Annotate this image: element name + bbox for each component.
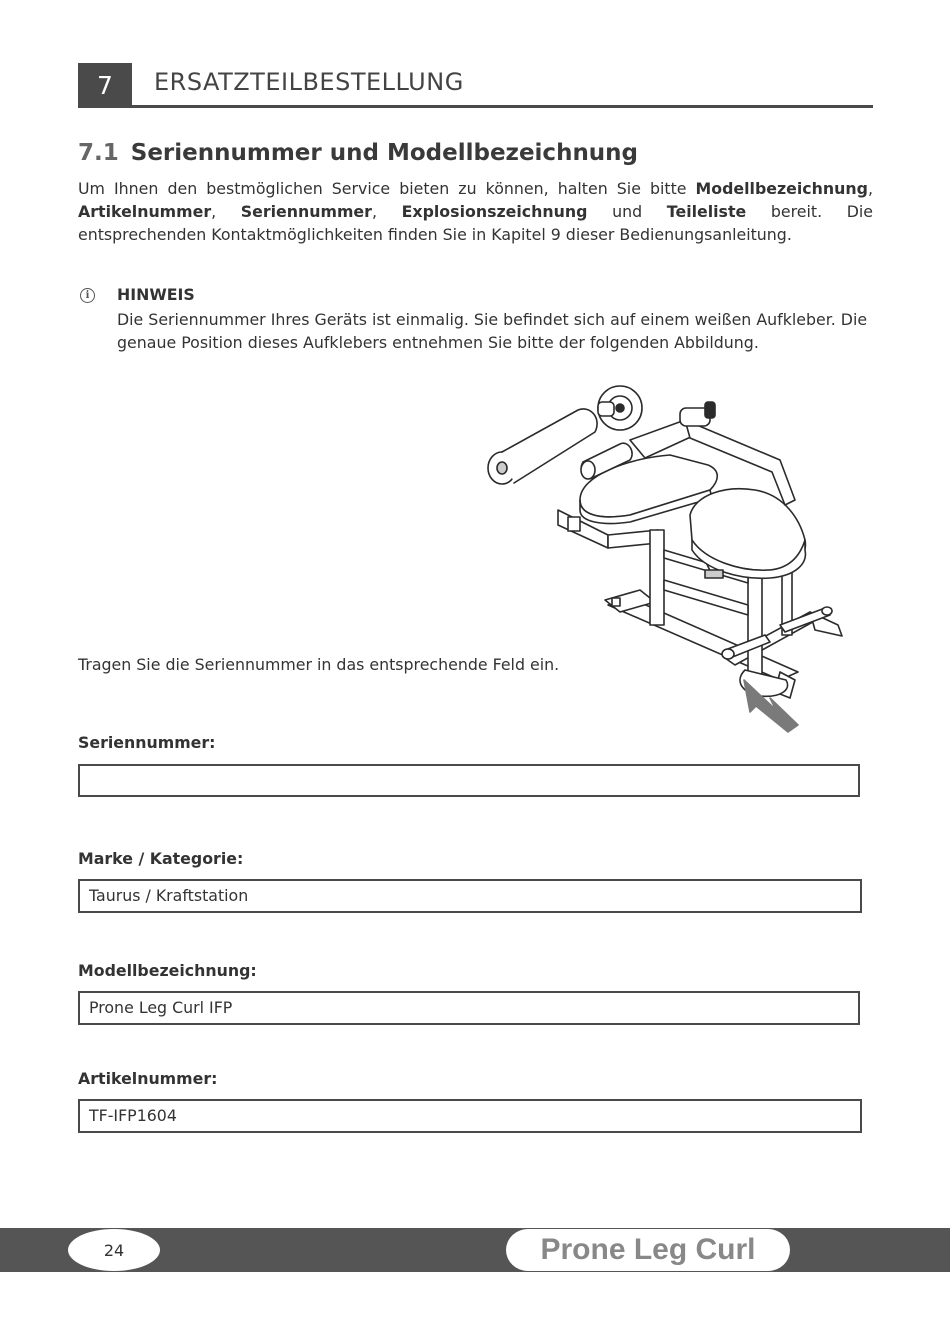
- section-heading: [78, 140, 638, 166]
- article-label: Artikelnummer:: [78, 1069, 218, 1088]
- model-label: Modellbezeichnung:: [78, 961, 257, 980]
- intro-bold-partslist: Teileliste: [666, 202, 747, 221]
- page-number: [68, 1229, 160, 1271]
- intro-bold-serial: Seriennummer: [240, 202, 372, 221]
- intro-bold-article: Artikelnummer: [78, 202, 212, 221]
- chapter-title: ERSATZTEILBESTELLUNG: [154, 68, 464, 96]
- product-name-text: Prone Leg Curl: [540, 1233, 756, 1266]
- info-icon: i: [80, 288, 95, 303]
- section-title: Seriennummer und Modellbezeichnung: [130, 140, 639, 166]
- intro-text: ,: [867, 179, 873, 198]
- page-number-text: 24: [103, 1240, 125, 1260]
- section-number: 7.1: [78, 140, 119, 166]
- intro-text: bereit. Die entsprechenden Kontaktmöglichkeiten finden Sie in Kapitel 9 dieser Bedienungsanleitung.: [78, 202, 873, 244]
- hint-label: HINWEIS: [117, 285, 195, 304]
- intro-bold-model: Modellbezeichnung: [695, 179, 868, 198]
- intro-text: und: [587, 202, 667, 221]
- intro-text: Um Ihnen den bestmöglichen Service bieten zu können, halten Sie bitte: [78, 179, 696, 198]
- chapter-divider: [78, 105, 873, 108]
- chapter-number-box: [78, 63, 132, 108]
- intro-paragraph: [78, 177, 873, 246]
- model-field[interactable]: Prone Leg Curl IFP: [78, 991, 860, 1025]
- intro-text: ,: [371, 202, 402, 221]
- intro-bold-explosion: Explosionszeichnung: [401, 202, 588, 221]
- serial-label: Seriennummer:: [78, 733, 216, 752]
- machine-illustration: [480, 380, 860, 740]
- hint-text: Die Seriennummer Ihres Geräts ist einmalig. Sie befindet sich auf einem weißen Aufkleber. Die genaue Position dieses Aufklebers entnehmen Sie bitte der folgenden Abbildung.: [117, 310, 868, 352]
- brand-label: Marke / Kategorie:: [78, 849, 244, 868]
- article-field[interactable]: TF-IFP1604: [78, 1099, 862, 1133]
- product-name-badge: [506, 1229, 790, 1271]
- brand-field[interactable]: Taurus / Kraftstation: [78, 879, 862, 913]
- intro-text: ,: [211, 202, 241, 221]
- serial-field[interactable]: [78, 764, 860, 797]
- instruction-text: Tragen Sie die Seriennummer in das entsprechende Feld ein.: [78, 655, 560, 674]
- chapter-number: 7: [97, 71, 113, 100]
